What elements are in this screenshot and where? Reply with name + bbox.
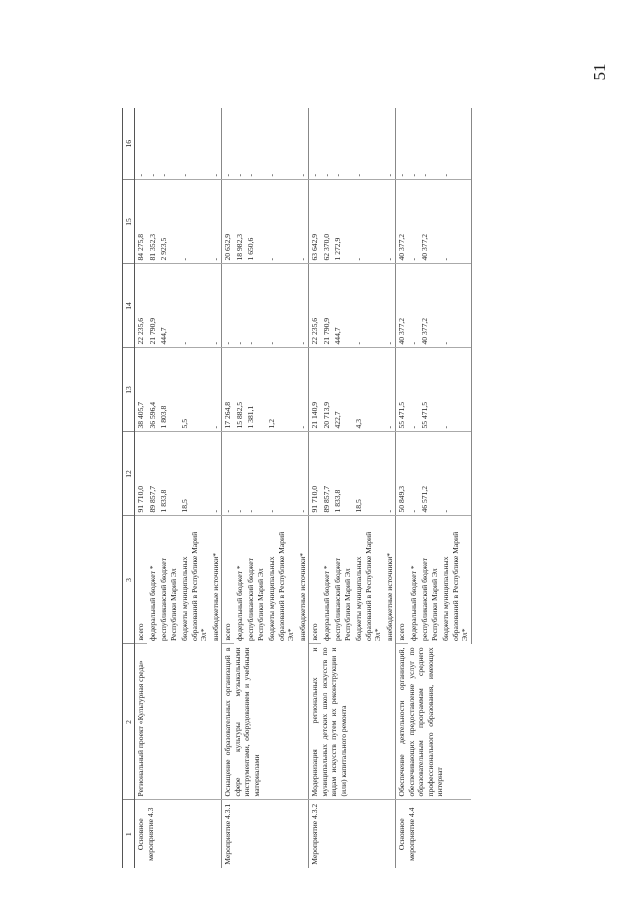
table-row bbox=[309, 108, 321, 868]
amount-14: - bbox=[234, 264, 245, 348]
amount-13: - bbox=[210, 348, 222, 432]
amount-14: 21 790,9 bbox=[321, 264, 332, 348]
funding-source: федеральный бюджет * bbox=[234, 565, 244, 641]
amount-12: 18,5 bbox=[179, 432, 209, 516]
funding-source: всего bbox=[396, 516, 408, 644]
amount-13: 17 264,8 bbox=[222, 348, 234, 432]
funding-source: республиканский бюджет Республики Марий Эл bbox=[420, 558, 439, 641]
amount-13: 4,3 bbox=[353, 348, 383, 432]
amount-12: 89 857,7 bbox=[147, 432, 158, 516]
amount-16: - bbox=[321, 108, 332, 180]
amount-12: - bbox=[245, 432, 266, 516]
amount-14: - bbox=[222, 264, 234, 348]
header-cell: 16 bbox=[123, 108, 135, 180]
funding-source: бюджеты муниципальных образований в Республике Марий Эл* bbox=[440, 516, 471, 644]
amount-16: - bbox=[158, 108, 179, 180]
rotated-table-container bbox=[122, 108, 612, 868]
table-row bbox=[222, 108, 234, 868]
amount-13: 20 713,9 bbox=[321, 348, 332, 432]
amount-14: 444,7 bbox=[332, 264, 353, 348]
table-row bbox=[396, 108, 408, 868]
amount-14: - bbox=[179, 264, 209, 348]
amount-15: - bbox=[384, 180, 396, 264]
funding-source: всего bbox=[222, 516, 234, 644]
funding-source: федеральный бюджет * bbox=[408, 565, 418, 641]
amount-12: 50 849,3 bbox=[396, 432, 408, 516]
amount-13: 38 405,7 bbox=[135, 348, 147, 432]
amount-15: 62 370,0 bbox=[321, 180, 332, 264]
funding-source: бюджеты муниципальных образований в Республике Марий Эл* bbox=[267, 531, 296, 641]
amount-13: - bbox=[440, 348, 471, 432]
amount-14: - bbox=[245, 264, 266, 348]
amount-15: 40 377,2 bbox=[419, 180, 440, 264]
amount-13: - bbox=[408, 348, 419, 432]
measure-name: Оснащение образовательных организаций в сфере культуры музыкальными инструментами, оборудованием и учебными материалами bbox=[222, 644, 309, 800]
measure-name: Региональный проект «Культурная среда» bbox=[135, 644, 222, 800]
funding-source: внебюджетные источники* bbox=[384, 552, 394, 641]
amount-12: - bbox=[408, 432, 419, 516]
header-cell: 15 bbox=[123, 180, 135, 264]
funding-source: бюджеты муниципальных образований в Республике Марий Эл* bbox=[354, 531, 383, 641]
measure-code: Мероприятие 4.3.2 bbox=[309, 800, 396, 868]
amount-12: 46 571,2 bbox=[419, 432, 440, 516]
amount-14: 22 235,6 bbox=[309, 264, 321, 348]
measure-name: Обеспечение деятельности организаций, обеспечивающих предоставление услуг по образовательным программам среднего профессионального образования, имеющих интернат bbox=[396, 644, 471, 800]
amount-12: - bbox=[384, 432, 396, 516]
funding-source: республиканский бюджет Республики Марий Эл bbox=[246, 558, 265, 641]
funding-source: всего bbox=[135, 516, 147, 644]
amount-16: - bbox=[266, 108, 296, 180]
amount-12: - bbox=[222, 432, 234, 516]
header-row bbox=[123, 108, 135, 868]
amount-16: - bbox=[309, 108, 321, 180]
measure-name: Модернизация региональных и муниципальных детских школ искусств по видам искусств путем их реконструкции и (или) капитального ремонта bbox=[309, 644, 396, 800]
header-cell: 12 bbox=[123, 432, 135, 516]
funding-source: бюджеты муниципальных образований в Республике Марий Эл* bbox=[180, 531, 209, 641]
header-cell: 14 bbox=[123, 264, 135, 348]
amount-16: - bbox=[353, 108, 383, 180]
amount-13: 55 471,5 bbox=[396, 348, 408, 432]
amount-12: 1 833,8 bbox=[332, 432, 353, 516]
amount-16: - bbox=[234, 108, 245, 180]
amount-16: - bbox=[408, 108, 419, 180]
amount-14: 22 235,6 bbox=[135, 264, 147, 348]
amount-15: 20 632,9 bbox=[222, 180, 234, 264]
amount-15: 1 650,6 bbox=[245, 180, 266, 264]
amount-14: - bbox=[266, 264, 296, 348]
funding-source: республиканский бюджет Республики Марий Эл bbox=[159, 558, 178, 641]
amount-14: - bbox=[408, 264, 419, 348]
amount-14: - bbox=[353, 264, 383, 348]
measure-code: Мероприятие 4.3.1 bbox=[222, 800, 309, 868]
amount-13: - bbox=[297, 348, 309, 432]
amount-16: - bbox=[396, 108, 408, 180]
amount-15: 84 275,8 bbox=[135, 180, 147, 264]
page-number: 51 bbox=[590, 63, 609, 81]
amount-15: 1 272,9 bbox=[332, 180, 353, 264]
amount-15: - bbox=[353, 180, 383, 264]
amount-15: 40 377,2 bbox=[396, 180, 408, 264]
amount-15: 63 642,9 bbox=[309, 180, 321, 264]
amount-15: 2 923,5 bbox=[158, 180, 179, 264]
amount-13: 21 140,9 bbox=[309, 348, 321, 432]
amount-15: - bbox=[266, 180, 296, 264]
amount-16: - bbox=[384, 108, 396, 180]
amount-14: 40 377,2 bbox=[396, 264, 408, 348]
amount-15: 81 352,3 bbox=[147, 180, 158, 264]
header-cell: 1 bbox=[123, 800, 135, 868]
amount-15: - bbox=[297, 180, 309, 264]
amount-15: - bbox=[179, 180, 209, 264]
amount-12: - bbox=[234, 432, 245, 516]
measure-code: Основное мероприятие 4.4 bbox=[396, 800, 471, 868]
measure-code: Основное мероприятие 4.3 bbox=[135, 800, 222, 868]
amount-14: - bbox=[440, 264, 471, 348]
amount-13: 5,5 bbox=[179, 348, 209, 432]
amount-13: 36 596,4 bbox=[147, 348, 158, 432]
amount-15: - bbox=[440, 180, 471, 264]
amount-16: - bbox=[297, 108, 309, 180]
amount-12: 89 857,7 bbox=[321, 432, 332, 516]
amount-12: 91 710,0 bbox=[309, 432, 321, 516]
amount-12: - bbox=[440, 432, 471, 516]
amount-14: - bbox=[210, 264, 222, 348]
amount-16: - bbox=[419, 108, 440, 180]
amount-13: - bbox=[384, 348, 396, 432]
amount-12: 18,5 bbox=[353, 432, 383, 516]
amount-13: 15 882,5 bbox=[234, 348, 245, 432]
amount-16: - bbox=[179, 108, 209, 180]
amount-16: - bbox=[332, 108, 353, 180]
amount-13: 1 381,1 bbox=[245, 348, 266, 432]
header-cell: 2 bbox=[123, 644, 135, 800]
amount-14: 40 377,2 bbox=[419, 264, 440, 348]
table-body bbox=[135, 108, 471, 868]
amount-13: 422,7 bbox=[332, 348, 353, 432]
amount-16: - bbox=[147, 108, 158, 180]
amount-12: 1 833,8 bbox=[158, 432, 179, 516]
amount-16: - bbox=[210, 108, 222, 180]
funding-source: республиканский бюджет Республики Марий Эл bbox=[333, 558, 352, 641]
amount-16: - bbox=[440, 108, 471, 180]
funding-source: федеральный бюджет * bbox=[147, 565, 157, 641]
amount-16: - bbox=[222, 108, 234, 180]
budget-table bbox=[122, 108, 472, 868]
header-cell: 13 bbox=[123, 348, 135, 432]
amount-12: - bbox=[297, 432, 309, 516]
page-number-box bbox=[580, 52, 620, 92]
amount-13: 55 471,5 bbox=[419, 348, 440, 432]
amount-12: - bbox=[210, 432, 222, 516]
amount-12: 91 710,0 bbox=[135, 432, 147, 516]
amount-12: - bbox=[266, 432, 296, 516]
amount-16: - bbox=[245, 108, 266, 180]
header-cell: 3 bbox=[123, 516, 135, 644]
amount-15: - bbox=[210, 180, 222, 264]
funding-source: всего bbox=[309, 516, 321, 644]
funding-source: внебюджетные источники* bbox=[210, 552, 220, 641]
amount-15: - bbox=[408, 180, 419, 264]
amount-16: - bbox=[135, 108, 147, 180]
amount-15: 18 982,3 bbox=[234, 180, 245, 264]
amount-13: 1,2 bbox=[266, 348, 296, 432]
funding-source: внебюджетные источники* bbox=[297, 552, 307, 641]
amount-13: 1 803,8 bbox=[158, 348, 179, 432]
table-row bbox=[135, 108, 147, 868]
funding-source: федеральный бюджет * bbox=[321, 565, 331, 641]
amount-14: 444,7 bbox=[158, 264, 179, 348]
amount-14: 21 790,9 bbox=[147, 264, 158, 348]
amount-14: - bbox=[384, 264, 396, 348]
amount-14: - bbox=[297, 264, 309, 348]
